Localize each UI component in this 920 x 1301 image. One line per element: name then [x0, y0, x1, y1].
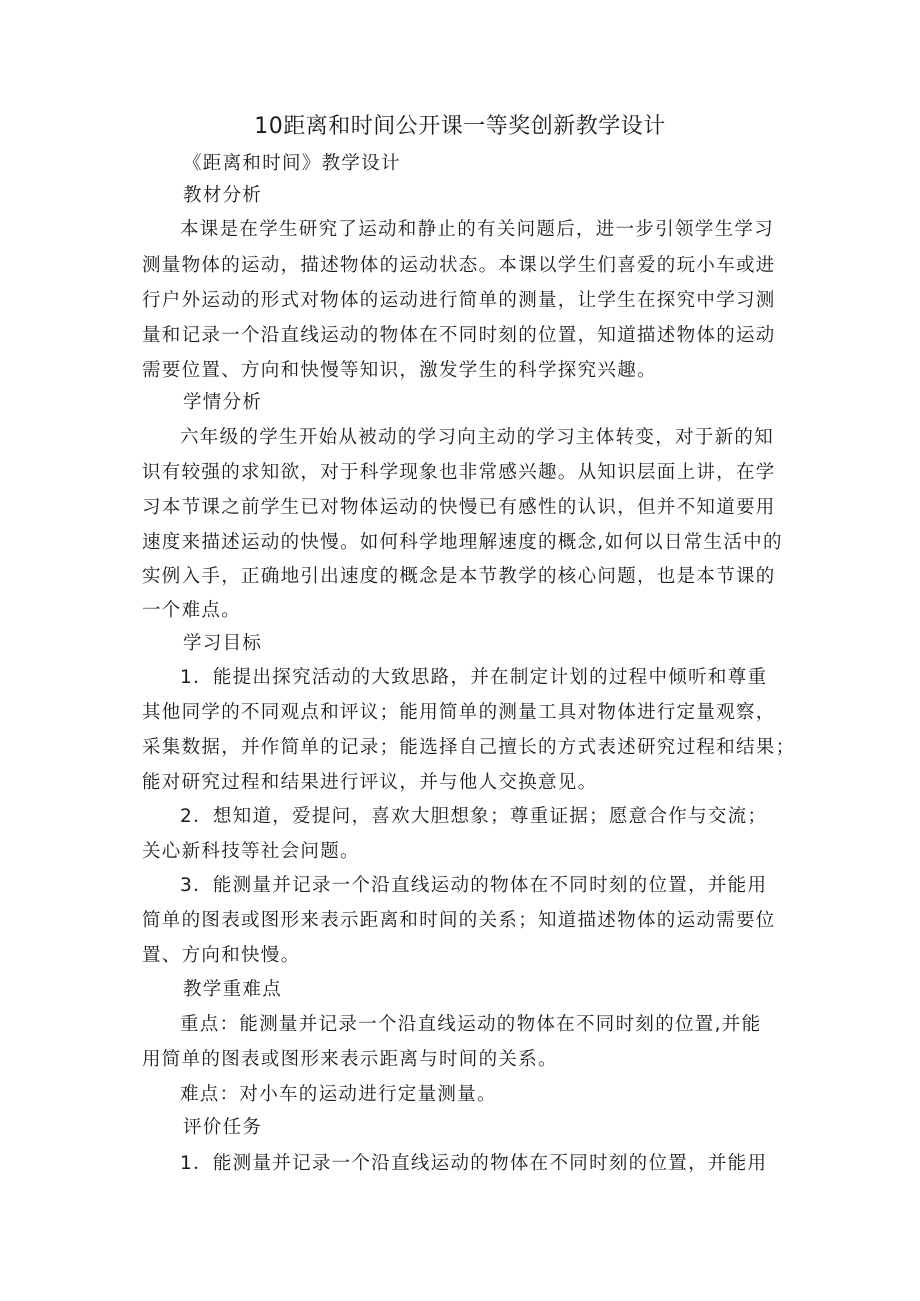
paragraph-line: 量和记录一个沿直线运动的物体在不同时刻的位置，知道描述物体的运动 [142, 325, 776, 346]
paragraph-line: 识有较强的求知欲，对于科学现象也非常感兴趣。从知识层面上讲，在学 [142, 462, 776, 483]
paragraph-line: 需要位置、方向和快慢等知识，激发学生的科学探究兴趣。 [142, 360, 657, 381]
section-heading: 教材分析 [183, 185, 263, 206]
paragraph-line: 能对研究过程和结果进行评议，并与他人交换意见。 [142, 772, 598, 793]
section-heading: 学情分析 [183, 392, 263, 413]
paragraph-line: 3．能测量并记录一个沿直线运动的物体在不同时刻的位置，并能用 [180, 875, 768, 896]
paragraph-line: 1．能提出探究活动的大致思路，并在制定计划的过程中倾听和尊重 [180, 667, 768, 688]
section-heading: 学习目标 [183, 633, 263, 654]
paragraph-line: 习本节课之前学生已对物体运动的快慢已有感性的认识，但并不知道要用 [142, 497, 776, 518]
paragraph-line: 采集数据，并作简单的记录；能选择自己擅长的方式表述研究过程和结果； [142, 737, 796, 758]
paragraph-line: 六年级的学生开始从被动的学习向主动的学习主体转变，对于新的知 [180, 427, 775, 448]
paragraph-line: 2．想知道，爱提问，喜欢大胆想象；尊重证据；愿意合作与交流； [180, 806, 768, 827]
paragraph-line: 关心新科技等社会问题。 [142, 841, 360, 862]
paragraph-line: 本课是在学生研究了运动和静止的有关问题后，进一步引领学生学习 [180, 219, 775, 240]
paragraph-line: 速度来描述运动的快慢。如何科学地理解速度的概念,如何以日常生活中的 [142, 532, 783, 553]
document-title: 10距离和时间公开课一等奖创新教学设计 [254, 114, 666, 139]
paragraph-line: 简单的图表或图形来表示距离和时间的关系；知道描述物体的运动需要位 [142, 910, 776, 931]
paragraph-line: 用简单的图表或图形来表示距离与时间的关系。 [142, 1049, 558, 1070]
paragraph-line: 重点：能测量并记录一个沿直线运动的物体在不同时刻的位置,并能 [180, 1014, 762, 1035]
section-heading: 评价任务 [183, 1117, 263, 1138]
paragraph-line: 实例入手，正确地引出速度的概念是本节教学的核心问题，也是本节课的 [142, 566, 776, 587]
paragraph-line: 难点：对小车的运动进行定量测量。 [180, 1084, 497, 1105]
paragraph-line: 行户外运动的形式对物体的运动进行简单的测量，让学生在探究中学习测 [142, 290, 776, 311]
paragraph-line: 其他同学的不同观点和评议；能用简单的测量工具对物体进行定量观察， [142, 702, 776, 723]
paragraph-line: 测量物体的运动，描述物体的运动状态。本课以学生们喜爱的玩小车或进 [142, 255, 776, 276]
section-heading: 教学重难点 [183, 979, 283, 1000]
paragraph-line: 一个难点。 [142, 600, 242, 621]
doc-subtitle: 《距离和时间》教学设计 [183, 153, 401, 174]
paragraph-line: 1．能测量并记录一个沿直线运动的物体在不同时刻的位置，并能用 [180, 1153, 768, 1174]
paragraph-line: 置、方向和快慢。 [142, 945, 301, 966]
